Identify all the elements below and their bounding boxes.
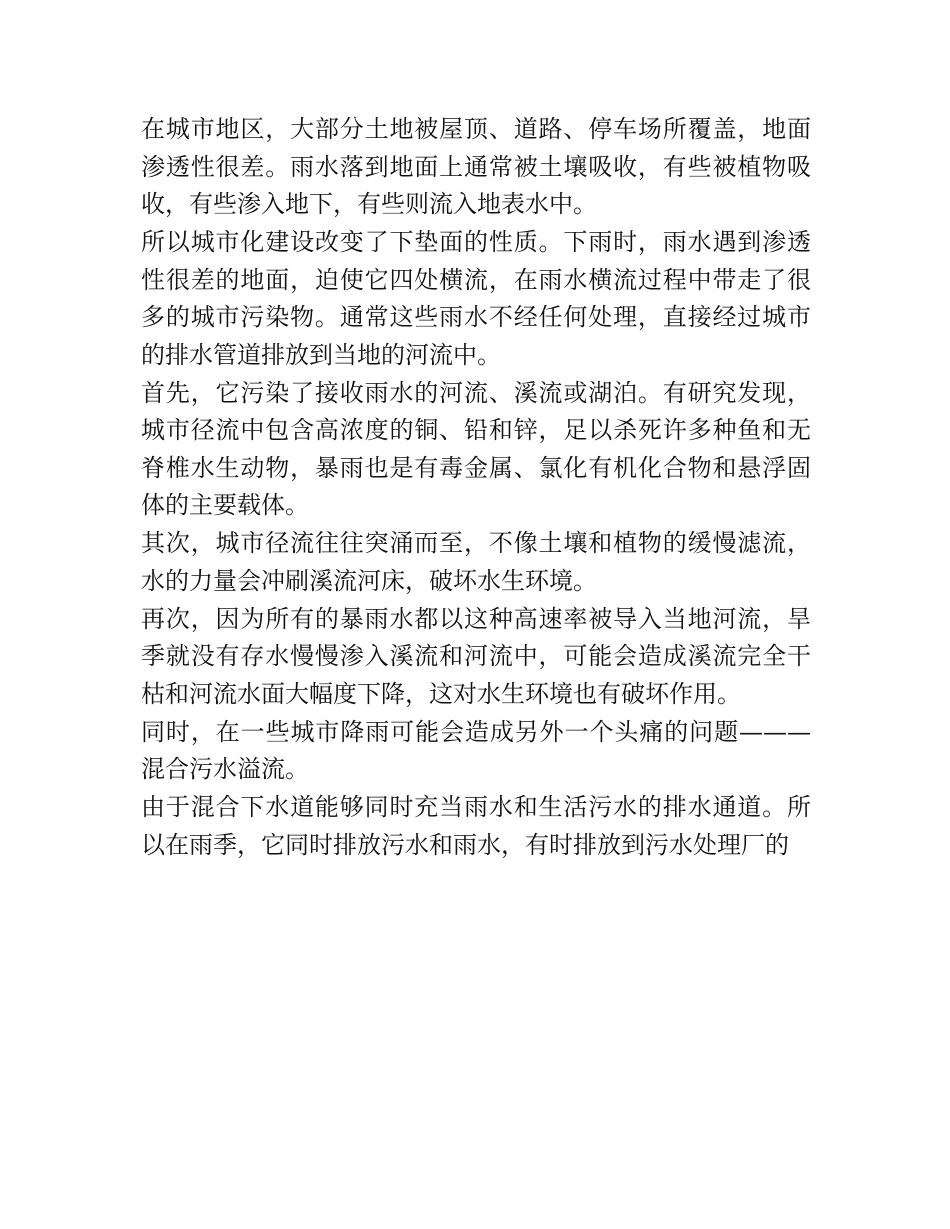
document-page [141,111,811,864]
paragraph-7: 由于混合下水道能够同时充当雨水和生活污水的排水通道。所以在雨季，它同时排放污水和雨水，有时排放到污水处理厂的 [141,793,811,859]
paragraph-6: 同时，在一些城市降雨可能会造成另外一个头痛的问题———混合污水溢流。 [141,717,811,783]
paragraph-2: 所以城市化建设改变了下垫面的性质。下雨时，雨水遇到渗透性很差的地面，迫使它四处横流，在雨水横流过程中带走了很多的城市污染物。通常这些雨水不经任何处理，直接经过城市的排水管道排放到当地的河流中。 [141,228,811,369]
paragraph-4: 其次，城市径流往往突涌而至，不像土壤和植物的缓慢滤流，水的力量会冲刷溪流河床，破坏水生环境。 [141,529,811,595]
paragraph-1: 在城市地区，大部分土地被屋顶、道路、停车场所覆盖，地面渗透性很差。雨水落到地面上通常被土壤吸收，有些被植物吸收，有些渗入地下，有些则流入地表水中。 [141,115,811,218]
paragraph-5: 再次，因为所有的暴雨水都以这种高速率被导入当地河流，旱季就没有存水慢慢渗入溪流和河流中，可能会造成溪流完全干枯和河流水面大幅度下降，这对水生环境也有破坏作用。 [141,604,811,708]
paragraph-3: 首先，它污染了接收雨水的河流、溪流或湖泊。有研究发现，城市径流中包含高浓度的铜、铅和锌，足以杀死许多种鱼和无脊椎水生动物，暴雨也是有毒金属、氯化有机化合物和悬浮固体的主要载体。 [141,378,811,519]
